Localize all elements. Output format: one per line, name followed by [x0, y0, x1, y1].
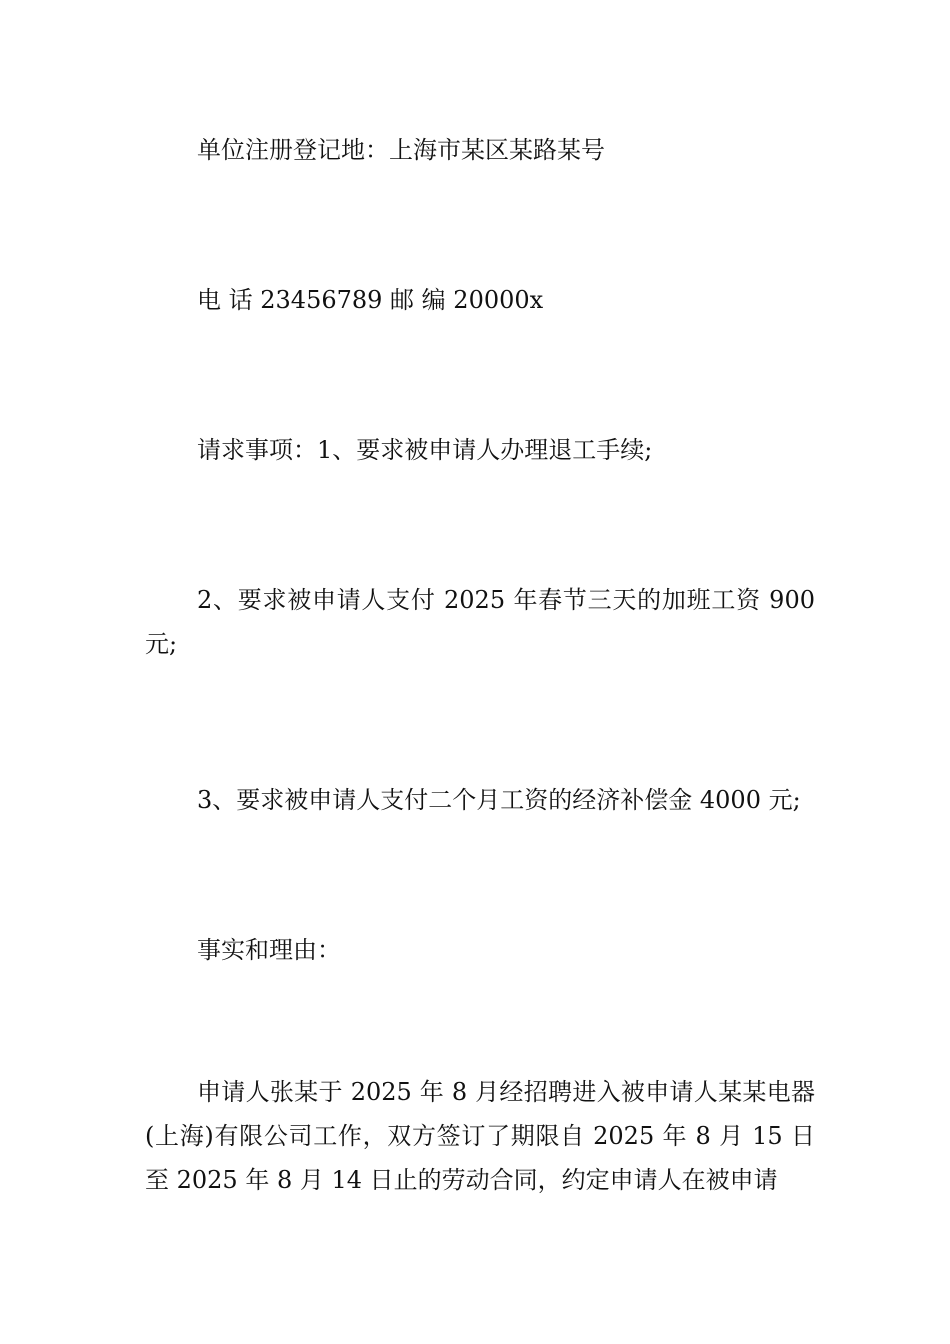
- request-item-1-paragraph: 请求事项：1、要求被申请人办理退工手续;: [197, 436, 653, 464]
- facts-reasons-heading: 事实和理由：: [197, 936, 341, 964]
- phone-postcode-paragraph: 电 话 23456789 邮 编 20000x: [197, 286, 544, 314]
- facts-body-paragraph: 申请人张某于 2025 年 8 月经招聘进入被申请人某某电器(上海)有限公司工作，双方签订了期限自 2025 年 8 月 15 日至 2025 年 8 月 14 日止的劳动合同，约定申请人在被申请: [145, 1078, 815, 1194]
- registered-address-paragraph: 单位注册登记地：上海市某区某路某号: [197, 136, 605, 164]
- request-item-2-paragraph: 2、要求被申请人支付 2025 年春节三天的加班工资 900 元;: [145, 586, 815, 658]
- request-item-3-paragraph: 3、要求被申请人支付二个月工资的经济补偿金 4000 元;: [197, 786, 801, 814]
